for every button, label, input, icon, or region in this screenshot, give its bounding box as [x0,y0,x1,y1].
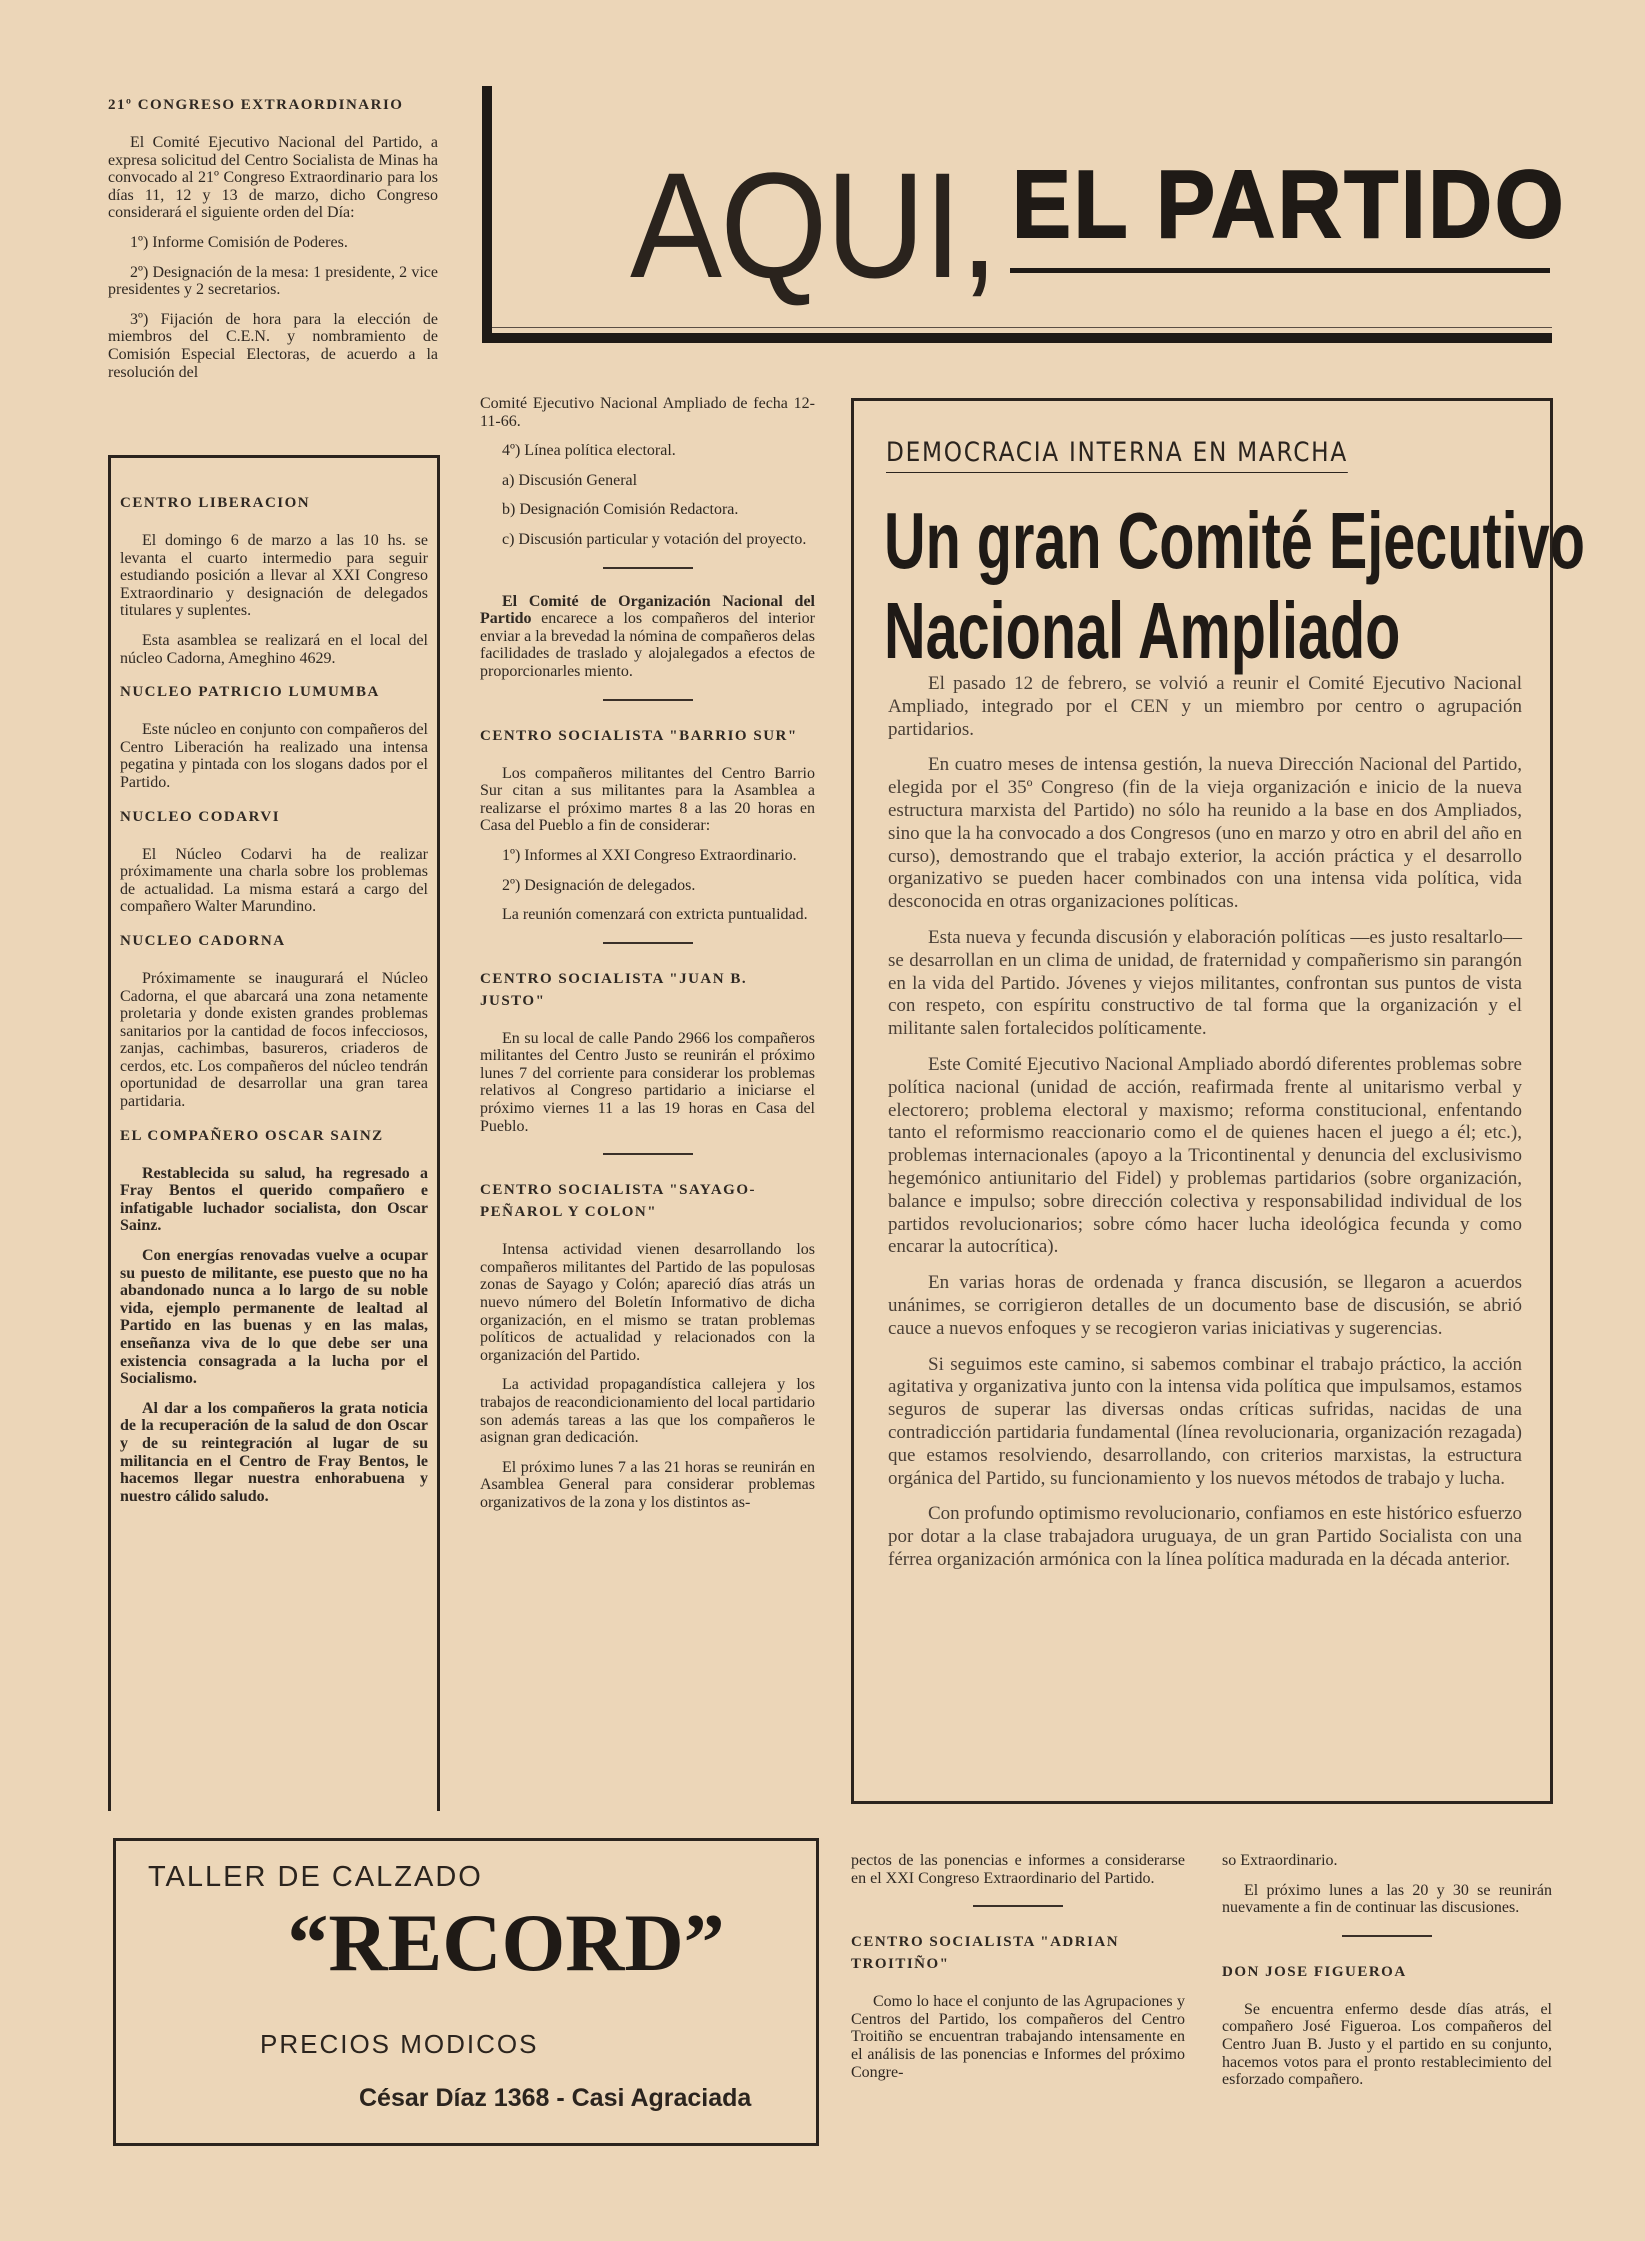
section-heading: 21º CONGRESO EXTRAORDINARIO [108,97,404,113]
feature-kicker: DEMOCRACIA INTERNA EN MARCHA [886,437,1348,473]
paragraph: El Comité Ejecutivo Nacional del Partido, a expresa solicitud del Centro Socialista de Minas ha convocado al 21º Congreso Extraordinario para los días 11, 12 y 13 de marzo, dicho Congreso considerará el siguiente orden del Día: [108,134,438,222]
masthead-horizontal-bar [482,333,1552,343]
section-heading: NUCLEO CADORNA [120,932,286,949]
paragraph: Al dar a los compañeros la grata noticia de la recuperación de la salud de don Oscar y de su reintegración al lugar de su militancia en el Centro de Fray Bentos, le hacemos llegar nuestra enhorabuena y nuestro cálido saludo. [120,1399,428,1505]
section-heading: CENTRO LIBERACION [120,495,311,511]
column-divider [603,1153,693,1155]
feature-headline-line-1: Un gran Comité Ejecutivo [884,496,1585,585]
paragraph: Como lo hace el conjunto de las Agrupaciones y Centros del Partido, los compañeros del Centro Troitiño se encuentran trabajando intensamente en el análisis de las ponencias e Informes del próximo Congre- [851,1993,1185,2081]
paragraph: Esta asamblea se realizará en el local del núcleo Cadorna, Ameghino 4629. [120,631,428,667]
feature-paragraph: El pasado 12 de febrero, se volvió a reunir el Comité Ejecutivo Nacional Ampliado, integrado por el CEN y un miembro por centro o agrupación partidarios. [888,673,1522,740]
column-divider [603,567,693,569]
masthead-thin-rule [492,327,1552,328]
paragraph: La actividad propagandística callejera y los trabajos de reacondicionamiento del local partidario son además tareas a las que los compañeros le asignan gran dedicación. [480,1376,815,1447]
column-divider [973,1905,1063,1907]
feature-paragraph: Si seguimos este camino, si sabemos combinar el trabajo práctico, la acción agitativa y organizativa junto con la intensa vida política que impulsamos, estamos seguros de superar las diversas ondas críticas sufridas, nacidas de una contradicción partidaria fundamental (línea revolucionaria, organización rezagada) que estamos resolviendo, desarrollando, con criterios marxistas, la estructura orgánica del Partido, su funcionamiento y los nuevos métodos de trabajo y lucha. [888,1353,1522,1489]
left-box-right-rule [437,455,440,1811]
ad-brand: “RECORD” [287,1897,725,1988]
column-divider [1342,1935,1432,1937]
paragraph: El próximo lunes a las 20 y 30 se reunirán nuevamente a fin de continuar las discusiones. [1222,1881,1552,1917]
section-heading: DON JOSE FIGUEROA [1222,1963,1407,1980]
section-heading: EL COMPAÑERO OSCAR SAINZ [120,1127,384,1144]
feature-headline-line-2: Nacional Ampliado [884,586,1401,675]
paragraph: 1º) Informe Comisión de Poderes. [130,233,348,251]
paragraph: b) Designación Comisión Redactora. [502,501,739,519]
feature-paragraph: Con profundo optimismo revolucionario, confiamos en este histórico esfuerzo por dotar a la clase trabajadora uruguaya, de un gran Partido Socialista con una férrea organización armónica con la línea política madurada en la década anterior. [888,1503,1522,1570]
paragraph: 3º) Fijación de hora para la elección de miembros del C.E.N. y nombramiento de Comisión Especial Electoras, de acuerdo a la resolución del [108,310,438,381]
paragraph: Próximamente se inaugurará el Núcleo Cadorna, el que abarcará una zona netamente proletaria y donde existen grandes problemas sanitarios por la cantidad de focos infecciosos, zanjas, cachimbas, basureros, criaderos de cerdos, etc. Los compañeros del núcleo tendrán oportunidad de desarrollar una gran tarea partidaria. [120,969,428,1111]
ad-taller-record [113,1838,819,2146]
feature-paragraph: En cuatro meses de intensa gestión, la nueva Dirección Nacional del Partido, elegida por el 35º Congreso (fin de la vieja organización e inicio de la nueva estructura marxista del Partido) no sólo ha reunido a la base en dos Ampliados, sino que la ha convocado a dos Congresos (uno en marzo y otro en abril del año en curso), demostrando que el trabajo exterior, la acción práctica y el desarrollo organizativo se pueden hacer combinados con una intensa vida política, vida desconocida en otras organizaciones políticas. [888,754,1522,913]
section-heading: CENTRO SOCIALISTA "JUAN B. JUSTO" [480,970,748,1009]
feature-paragraph: Este Comité Ejecutivo Nacional Ampliado abordó diferentes problemas sobre política nacional (unidad de acción, reafirmada frente al unitarismo verbal y electorero; problema electoral y maxismo; reforma constitucional, enfentando tanto el reformismo reaccionario como el de quienes hacen el juego a él; etc.), problemas internacionales (apoyo a la Tricontinental y denuncia del exclusivismo hegemónico antiunitario del Fidel) y problemas partidarios (sobre organización, balance e impulso; sobre dirección colectiva y responsabilidad individual de los partidos revolucionarios; sobre cómo hacer lucha ideológica fecunda y como encarar la autocrítica). [888,1053,1522,1258]
paragraph: 2º) Designación de la mesa: 1 presidente, 2 vice presidentes y 2 secretarios. [108,263,438,299]
section-heading: CENTRO SOCIALISTA "BARRIO SUR" [480,727,798,744]
ad-line-taller: TALLER DE CALZADO [148,1861,483,1893]
paragraph: Restablecida su salud, ha regresado a Fray Bentos el querido compañero e infatigable luchador socialista, don Oscar Sainz. [120,1164,428,1235]
paragraph-lead: El Comité de Organización Nacional del Partido [480,592,815,628]
paragraph: El Núcleo Codarvi ha de realizar próximamente una charla sobre los problemas de actualidad. La misma estará a cargo del compañero Walter Marundino. [120,845,428,916]
section-heading: NUCLEO CODARVI [120,808,281,825]
paragraph: Este núcleo en conjunto con compañeros del Centro Liberación ha realizado una intensa pegatina y pintada con los slogans dados por el Partido. [120,721,428,791]
masthead-vertical-bar [482,86,492,342]
paragraph: En su local de calle Pando 2966 los compañeros militantes del Centro Justo se reunirán el próximo lunes 7 del corriente para considerar los problemas relativos al Congreso partidario a iniciarse el próximo viernes 11 a las 19 horas en Casa del Pueblo. [480,1029,815,1135]
section-heading: CENTRO SOCIALISTA "SAYAGO-PEÑAROL Y COLON" [480,1182,757,1221]
bottom-column-1 [851,1852,1185,2093]
paragraph: pectos de las ponencias e informes a considerarse en el XXI Congreso Extraordinario del Partido. [851,1852,1185,1887]
ad-line-precios: PRECIOS MODICOS [260,2029,539,2059]
ad-address: César Díaz 1368 - Casi Agraciada [359,2084,752,2112]
paragraph: El próximo lunes 7 a las 21 horas se reunirán en Asamblea General para considerar problemas organizativos de la zona y los distintos as- [480,1458,815,1511]
bottom-column-2 [1222,1852,1552,2101]
paragraph: a) Discusión General [502,471,638,489]
paragraph: 2º) Designación de delegados. [502,876,696,894]
article-congreso-extraordinario [108,80,438,393]
paragraph: Se encuentra enfermo desde días atrás, el compañero José Figueroa. Los compañeros del Centro Juan B. Justo y el partido en su conjunto, hacemos votos para el pronto restablecimiento del esforzado compañero. [1222,2000,1552,2089]
feature-paragraph: Esta nueva y fecunda discusión y elaboración políticas —es justo resaltarlo— se desarrollan en un clima de unidad, de fraternidad y compañerismo sin parangón en la vida del Partido. Jóvenes y viejos militantes, confrontan sus puntos de vista con respeto, con espíritu constructivo de tal forma que la organización y el militante salen fortalecidos políticamente. [888,926,1522,1040]
paragraph: La reunión comenzará con extricta puntualidad. [502,906,808,924]
paragraph: El domingo 6 de marzo a las 10 hs. se levanta el cuarto intermedio para seguir estudiando posición a llevar al XXI Congreso Extraordinario y designación de delegados titulares y suplentes. [120,532,428,620]
paragraph: 1º) Informes al XXI Congreso Extraordinario. [502,846,797,864]
paragraph [480,593,815,681]
feature-paragraph: En varias horas de ordenada y franca discusión, se llegaron a acuerdos unánimes, se corrigieron detalles de un documento base de discusión, se abrió cauce a nuevos enfoques y se recogieron varias iniciativas y sugerencias. [888,1272,1522,1339]
masthead-underline [1010,268,1550,273]
masthead-el-partido: EL PARTIDO [1012,151,1567,258]
column-divider [603,942,693,944]
paragraph: Intensa actividad vienen desarrollando los compañeros militantes del Partido de las populosas zonas de Sayago y Colón; apareció días atrás un nuevo número del Boletín Informativo de dicha organización, en el mismo se tratan problemas políticos de actualidad y relacionados con la organización del Partido. [480,1241,815,1364]
section-heading: CENTRO SOCIALISTA "ADRIAN TROITIÑO" [851,1934,1120,1973]
paragraph: Con energías renovadas vuelve a ocupar su puesto de militante, ese puesto que no ha abandonado nunca a lo largo de su noble vida, ejemplo permanente de lealtad al Partido en las buenas y en las malas, enseñanza viva de lo que debe ser una existencia consagrada a la lucha por el Socialismo. [120,1247,428,1388]
paragraph: 4º) Línea política electoral. [502,442,676,460]
feature-box [851,398,1585,1804]
left-box-top-rule [108,455,440,458]
paragraph: Los compañeros militantes del Centro Barrio Sur citan a sus militantes para la Asamblea a realizarse el próximo martes 8 a las 20 horas en Casa del Pueblo a fin de considerar: [480,764,815,835]
paragraph: so Extraordinario. [1222,1852,1338,1869]
middle-column [480,395,815,1524]
feature-headline [884,496,1585,676]
paragraph: Comité Ejecutivo Nacional Ampliado de fecha 12-11-66. [480,395,815,430]
left-box-left-rule [108,455,111,1811]
column-divider [603,699,693,701]
section-heading: NUCLEO PATRICIO LUMUMBA [120,684,380,701]
paragraph-text: encarece a los compañeros del interior enviar a la brevedad la nómina de compañeros delas facilidades de traslado y alojalegados a efectos de proporcionarles miento. [480,610,815,680]
paragraph: c) Discusión particular y votación del proyecto. [502,530,807,548]
feature-body [888,673,1522,1585]
masthead-aqui: AQUI, [630,141,997,309]
left-box-news [120,478,428,1517]
